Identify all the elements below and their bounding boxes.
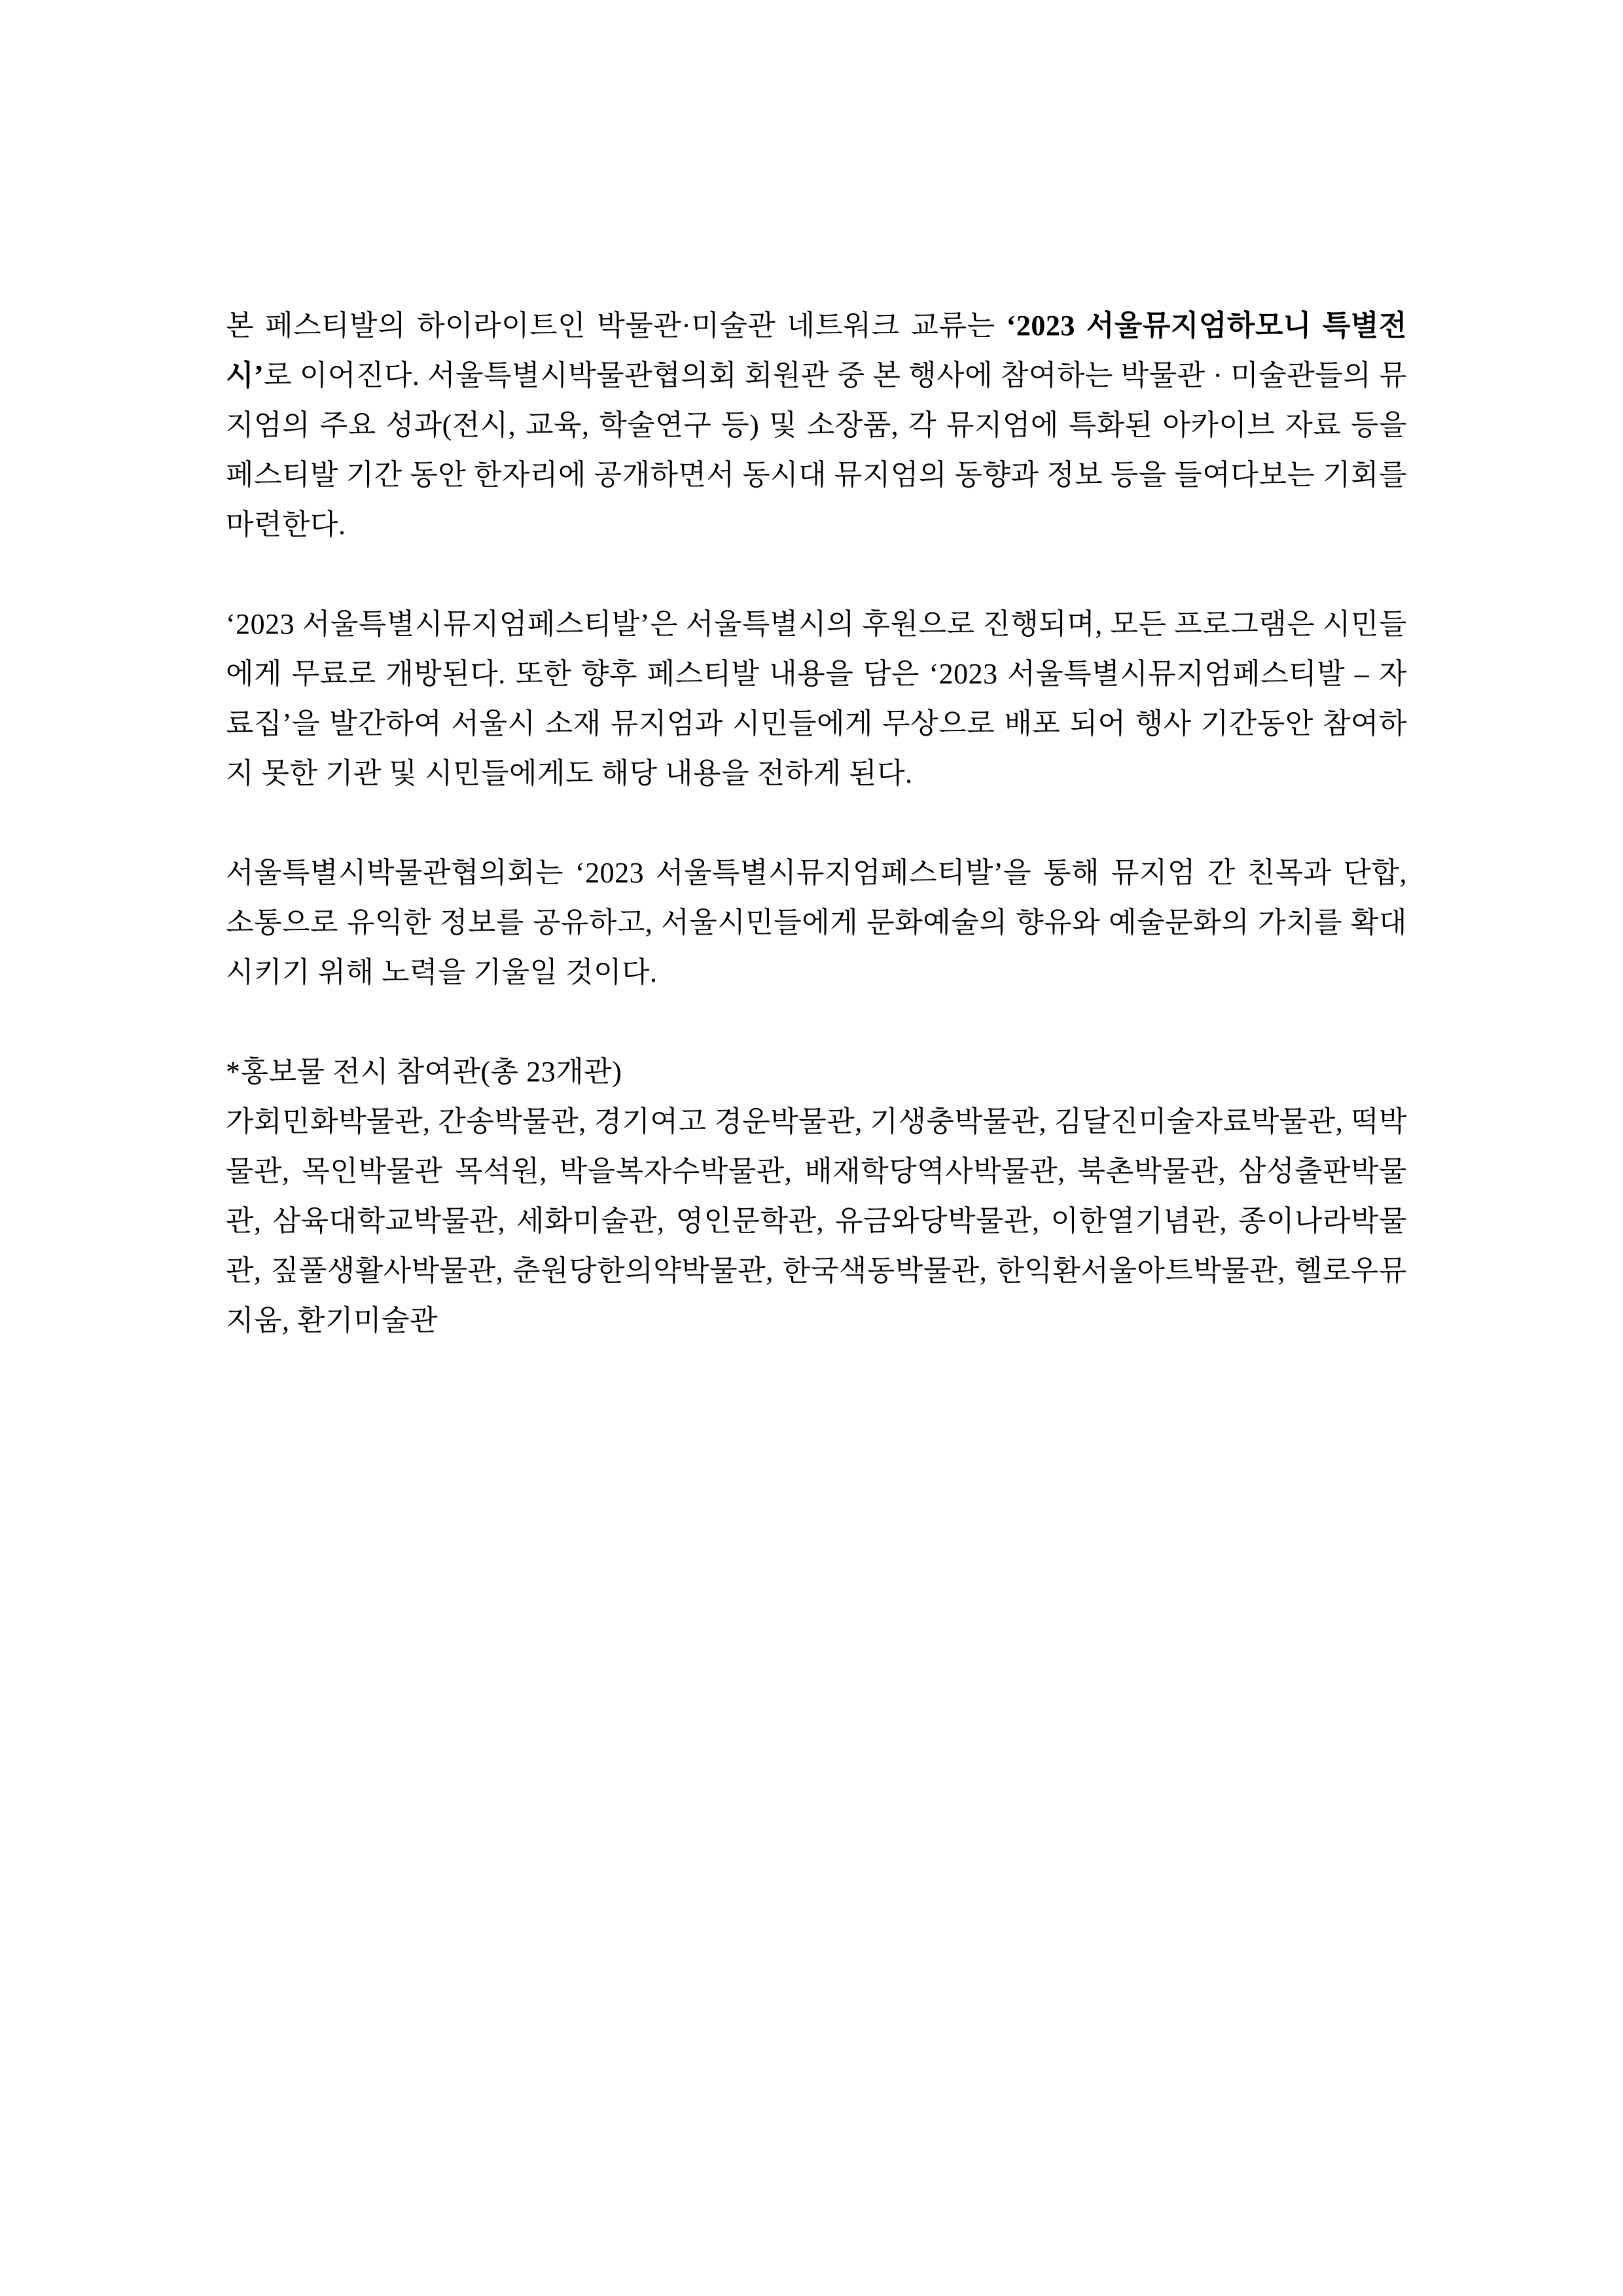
- paragraph-festival-highlight: [226, 301, 1407, 550]
- paragraph-festival-support: ‘2023 서울특별시뮤지엄페스티발’은 서울특별시의 후원으로 진행되며, 모든 프로그램은 시민들에게 무료로 개방된다. 또한 향후 페스티발 내용을 담은 ‘2023 서울특별시뮤지엄페스티발 – 자료집’을 발간하여 서울시 소재 뮤지엄과 시민들에게 무상으로 배포 되어 행사 기간동안 참여하지 못한 기관 및 시민들에게도 해당 내용을 전하게 된다.: [226, 608, 1407, 789]
- exhibitor-list: 가회민화박물관, 간송박물관, 경기여고 경운박물관, 기생충박물관, 김달진미술자료박물관, 떡박물관, 목인박물관 목석원, 박을복자수박물관, 배재학당역사박물관, 북촌박물관, 삼성출판박물관, 삼육대학교박물관, 세화미술관, 영인문학관, 유금와당박물관, 이한열기념관, 종이나라박물관, 짚풀생활사박물관, 춘원당한의약박물관, 한국색동박물관, 한익환서울아트박물관, 헬로우뮤지움, 환기미술관: [226, 1105, 1407, 1336]
- paragraph-association-goal: 서울특별시박물관협의회는 ‘2023 서울특별시뮤지엄페스티발’을 통해 뮤지엄 간 친목과 단합, 소통으로 유익한 정보를 공유하고, 서울시민들에게 문화예술의 향유와 예술문화의 가치를 확대시키기 위해 노력을 기울일 것이다.: [226, 857, 1407, 988]
- exhibitor-section-heading: *홍보물 전시 참여관(총 23개관): [226, 1056, 622, 1088]
- paragraph-1-text-after: 로 이어진다. 서울특별시박물관협의회 회원관 중 본 행사에 참여하는 박물관 · 미술관들의 뮤지엄의 주요 성과(전시, 교육, 학술연구 등) 및 소장품, 각 뮤지엄에 특화된 아카이브 자료 등을 페스티발 기간 동안 한자리에 공개하면서 동시대 뮤지엄의 동향과 정보 등을 들여다보는 기회를 마련한다.: [226, 359, 1407, 541]
- paragraph-1-bold-exhibition-title: ‘2023 서울뮤지엄하모니 특별전시’: [226, 310, 1408, 391]
- paragraph-1-text-before: 본 페스티발의 하이라이트인 박물관·미술관 네트워크 교류는: [226, 310, 1007, 342]
